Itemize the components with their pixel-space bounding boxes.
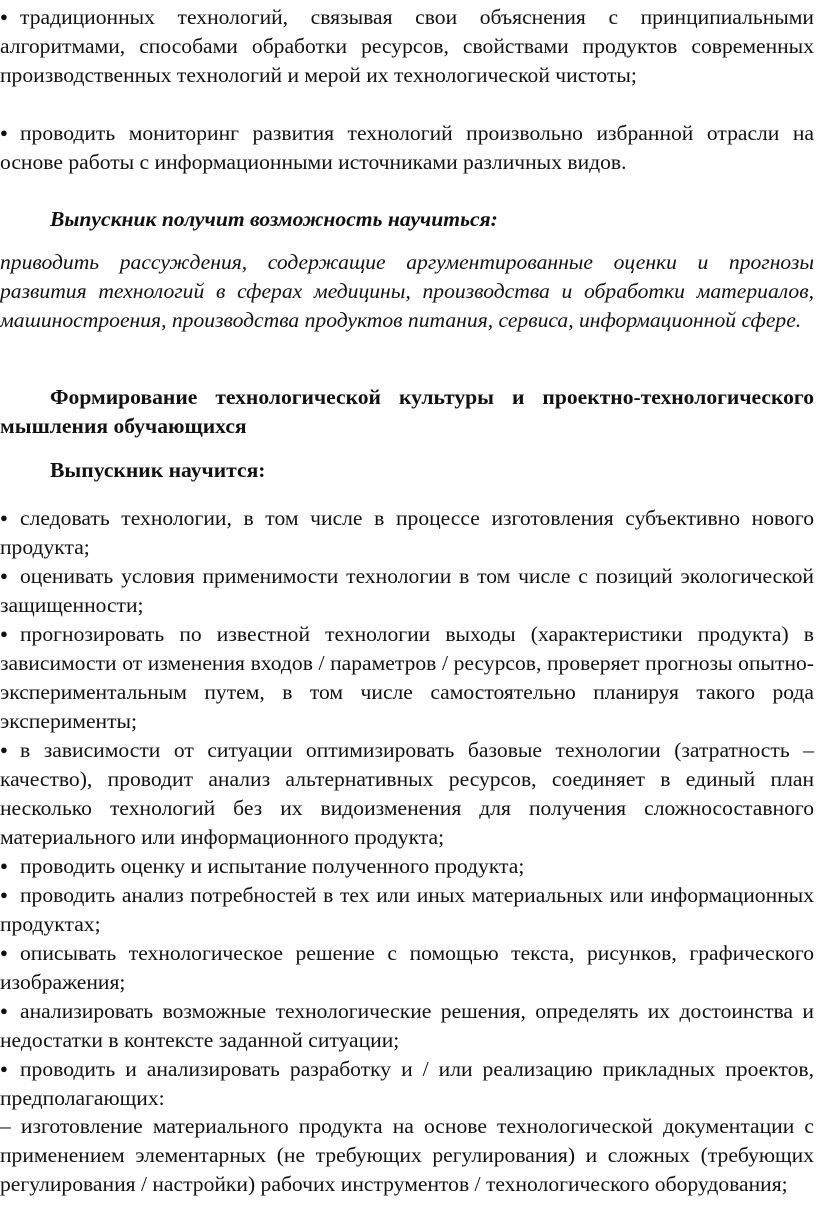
- bullet-icon: ●: [0, 742, 8, 757]
- list-item: [0, 619, 814, 736]
- list-item: [0, 735, 814, 852]
- dash-icon: –: [0, 1114, 11, 1138]
- list-item-text: проводить оценку и испытание полученного продукта;: [20, 854, 525, 878]
- bullet-icon: ●: [0, 568, 8, 583]
- bullet-icon: ●: [0, 125, 8, 140]
- learn-heading: Выпускник научится:: [50, 458, 266, 482]
- list-item: [0, 2, 814, 90]
- bullet-icon: ●: [0, 945, 8, 960]
- list-item-text: проводить анализ потребностей в тех или иных материальных или информационных продуктах;: [0, 883, 814, 936]
- list-item-text: проводить мониторинг развития технологий произвольно избранной отрасли на основе работы с информационными источниками различных видов.: [0, 121, 814, 174]
- list-item-text: описывать технологическое решение с помощью текста, рисунков, графического изображения;: [0, 941, 814, 994]
- list-item-text: проводить и анализировать разработку и / или реализацию прикладных проектов, предполагающих:: [0, 1057, 814, 1110]
- list-item-text: следовать технологии, в том числе в процессе изготовления субъективно нового продукта;: [0, 506, 814, 559]
- list-item-text: в зависимости от ситуации оптимизировать базовые технологии (затратность – качество), проводит анализ альтернативных ресурсов, соединяет в единый план несколько технологий без их видоизменения для получения сложносоставного материального или информационного продукта;: [0, 738, 814, 849]
- bullet-icon: ●: [0, 1061, 8, 1076]
- list-item-text: прогнозировать по известной технологии выходы (характеристики продукта) в зависимости от изменения входов / параметров / ресурсов, проверяет прогнозы опытно-экспериментальным путем, в том числе самостоятельно планируя такого рода эксперименты;: [0, 622, 814, 733]
- list-item: [0, 1054, 814, 1113]
- bullet-icon: ●: [0, 1003, 8, 1018]
- dash-item-text: изготовление материального продукта на основе технологической документации с применением элементарных (не требующих регулирования) и сложных (требующих регулирования / настройки) рабочих инструментов / технологического оборудования;: [0, 1114, 814, 1196]
- list-item: [0, 851, 814, 881]
- bullet-icon: ●: [0, 626, 8, 641]
- opportunity-text: приводить рассуждения, содержащие аргументированные оценки и прогнозы развития технологий в сферах медицины, производства и обработки материалов, машиностроения, производства продуктов питания, сервиса, информационной сфере.: [0, 250, 814, 332]
- bullet-icon: ●: [0, 858, 8, 873]
- opportunity-heading: Выпускник получит возможность научиться:: [50, 207, 498, 231]
- list-item-text: анализировать возможные технологические решения, определять их достоинства и недостатки в контексте заданной ситуации;: [0, 999, 814, 1052]
- list-item: [0, 938, 814, 997]
- list-item: [0, 118, 814, 177]
- list-item: [0, 996, 814, 1055]
- list-item: [0, 561, 814, 620]
- list-item: [0, 880, 814, 939]
- list-item-text: традиционных технологий, связывая свои объяснения с принципиальными алгоритмами, способами обработки ресурсов, свойствами продуктов современных производственных технологий и мерой их технологической чистоты;: [0, 5, 814, 87]
- bullet-icon: ●: [0, 9, 8, 24]
- list-item-text: оценивать условия применимости технологии в том числе с позиций экологической защищенности;: [0, 564, 814, 617]
- list-item: [0, 503, 814, 562]
- dash-item: [0, 1112, 814, 1199]
- bullet-icon: ●: [0, 510, 8, 525]
- section-heading: Формирование технологической культуры и проектно-технологического мышления обучающихся: [0, 385, 814, 438]
- bullet-icon: ●: [0, 887, 8, 902]
